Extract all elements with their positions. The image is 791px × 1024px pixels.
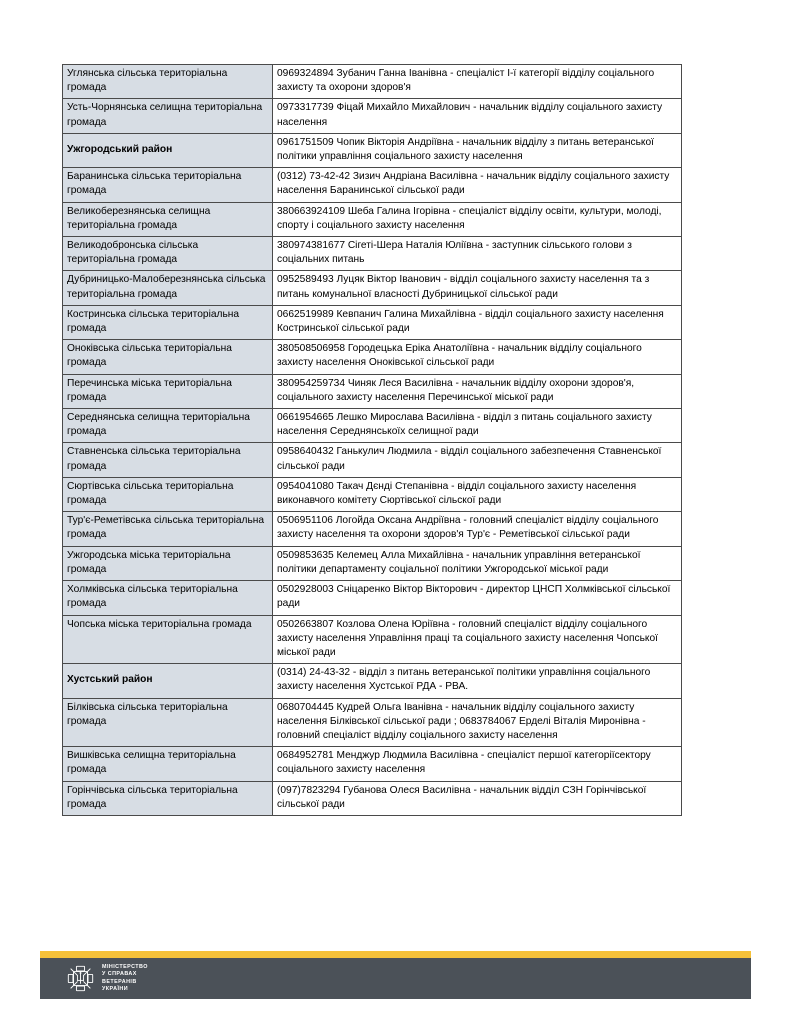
logo-line-2: У СПРАВАХ: [102, 971, 137, 978]
contact-info-cell: 380974381677 Сігеті-Шера Наталія Юліївна - заступник сільського голови з соціальних питань: [273, 237, 682, 271]
community-name-cell: Вишківська селищна територіальна громада: [63, 747, 273, 781]
logo-line-4: УКРАЇНИ: [102, 985, 129, 992]
table-row: [63, 698, 682, 747]
ministry-emblem-trident-icon: [66, 964, 95, 993]
logo-line-3: ВЕТЕРАНІВ: [102, 978, 137, 985]
ministry-logo-text: [102, 964, 148, 992]
contact-info-cell: 0684952781 Менджур Людмила Василівна - спеціаліст першої категоріїсектору соціального захисту населення: [273, 747, 682, 781]
community-name-cell: Дубриницько-Малоберезнянська сільська територіальна громада: [63, 271, 273, 305]
table-row: [63, 409, 682, 443]
contact-info-cell: 0661954665 Лешко Мирослава Василівна - відділ з питань соціального захисту населення Середнянськоїх селищної ради: [273, 409, 682, 443]
contact-info-cell: 0958640432 Ганькулич Людмила - відділ соціального забезпечення Ставненської сільської ради: [273, 443, 682, 477]
footer-accent-stripe: [40, 951, 751, 958]
contact-info-cell: 0973317739 Фіцай Михайло Михайлович - начальник відділу соціального захисту населення: [273, 99, 682, 133]
contact-info-cell: 0952589493 Луцяк Віктор Іванович - відділ соціального захисту населення та з питань комунальної власності Дубриницької сільської ради: [273, 271, 682, 305]
table-row: [63, 374, 682, 408]
table-row: [63, 477, 682, 511]
community-name-cell: Горінчівська сільська територіальна громада: [63, 781, 273, 815]
table-row: [63, 443, 682, 477]
community-name-cell: Ставненська сільська територіальна громада: [63, 443, 273, 477]
community-name-cell: Перечинська міська територіальна громада: [63, 374, 273, 408]
table-row: [63, 747, 682, 781]
table-row: [63, 65, 682, 99]
contact-info-cell: (097)7823294 Губанова Олеся Василівна - начальник відділ СЗН Горінчівської сільської ради: [273, 781, 682, 815]
community-name-cell: Сюртівська сільська територіальна громада: [63, 477, 273, 511]
community-name-cell: Углянська сільська територіальна громада: [63, 65, 273, 99]
table-row: [63, 615, 682, 664]
district-name-cell: Ужгородський район: [63, 133, 273, 167]
community-name-cell: Усть-Чорнянська селищна територіальна громада: [63, 99, 273, 133]
community-name-cell: Чопська міська територіальна громада: [63, 615, 273, 664]
community-name-cell: Оноківська сільська територіальна громада: [63, 340, 273, 374]
table-row: [63, 133, 682, 167]
contact-info-cell: 0961751509 Чопик Вікторія Андріївна - начальник відділу з питань ветеранської політики управління соціального захисту населення: [273, 133, 682, 167]
community-name-cell: Великодобронська сільська територіальна громада: [63, 237, 273, 271]
contact-info-cell: (0312) 73-42-42 Зизич Андріана Василівна - начальник відділу соціального захисту населення Баранинської сільської ради: [273, 168, 682, 202]
community-name-cell: Середнянська селищна територіальна громада: [63, 409, 273, 443]
table-row: [63, 781, 682, 815]
community-name-cell: Білківська сільська територіальна громада: [63, 698, 273, 747]
district-name-cell: Хустський район: [63, 664, 273, 698]
footer-bar: [40, 958, 751, 999]
contact-info-cell: 0680704445 Кудрей Ольга Іванівна - начальник відділу соціального захисту населення Білківської сільської ради ; 0683784067 Ерделі Віталія Миронівна - головний спеціаліст відділу соціального захисту населення: [273, 698, 682, 747]
table-row: [63, 305, 682, 339]
community-name-cell: Холмківська сільська територіальна громада: [63, 581, 273, 615]
community-name-cell: Великоберезнянська селищна територіальна громада: [63, 202, 273, 236]
table-row: [63, 168, 682, 202]
table-row: [63, 202, 682, 236]
contact-info-cell: 380508506958 Городецька Еріка Анатоліївна - начальник відділу соціального захисту населення Оноківської сільської ради: [273, 340, 682, 374]
contact-info-cell: 0509853635 Келемец Алла Михайлівна - начальник управління ветеранської політики департаменту соціальної політики Ужгородської міської ради: [273, 546, 682, 580]
contact-info-cell: 0502663807 Козлова Олена Юріївна - головний спеціаліст відділу соціального захисту населення Управління праці та соціального захисту населення Чопської міської ради: [273, 615, 682, 664]
contact-info-cell: 380663924109 Шеба Галина Ігорівна - спеціаліст відділу освіти, культури, молоді, спорту і соціального захисту населення: [273, 202, 682, 236]
table-row: [63, 512, 682, 546]
contact-info-cell: 0662519989 Кевпанич Галина Михайлівна - відділ соціального захисту населення Костринської сільської ради: [273, 305, 682, 339]
contacts-table-container: [62, 64, 681, 816]
table-row: [63, 237, 682, 271]
table-row: [63, 664, 682, 698]
contacts-table: [62, 64, 682, 816]
table-row: [63, 546, 682, 580]
page-footer: [40, 951, 751, 999]
logo-line-1: МІНІСТЕРСТВО: [102, 964, 148, 971]
table-row: [63, 581, 682, 615]
contacts-table-body: [63, 65, 682, 816]
contact-info-cell: 0969324894 Зубанич Ганна Іванівна - спеціаліст І-ї категорії відділу соціального захисту та охорони здоров'я: [273, 65, 682, 99]
community-name-cell: Ужгородська міська територіальна громада: [63, 546, 273, 580]
contact-info-cell: (0314) 24-43-32 - відділ з питань ветеранської політики управління соціального захисту населення Хустської РДА - РВА.: [273, 664, 682, 698]
contact-info-cell: 0502928003 Сніцаренко Віктор Вікторович - директор ЦНСП Холмківської сільської ради: [273, 581, 682, 615]
community-name-cell: Тур'є-Реметівська сільська територіальна громада: [63, 512, 273, 546]
contact-info-cell: 0954041080 Такач Дєнді Степанівна - відділ соціального захисту населення виконавчого комітету Сюртівської сільскої ради: [273, 477, 682, 511]
ministry-logo: [66, 964, 148, 993]
contact-info-cell: 380954259734 Чиняк Леся Василівна - начальник відділу охорони здоров'я, соціального захисту населення Перечинської міської ради: [273, 374, 682, 408]
contact-info-cell: 0506951106 Логойда Оксана Андріївна - головний спеціаліст відділу соціального захисту населення та охорони здоров'я Тур'є - Реметівської сільської ради: [273, 512, 682, 546]
table-row: [63, 340, 682, 374]
community-name-cell: Костринська сільська територіальна громада: [63, 305, 273, 339]
community-name-cell: Баранинська сільська територіальна громада: [63, 168, 273, 202]
table-row: [63, 271, 682, 305]
table-row: [63, 99, 682, 133]
